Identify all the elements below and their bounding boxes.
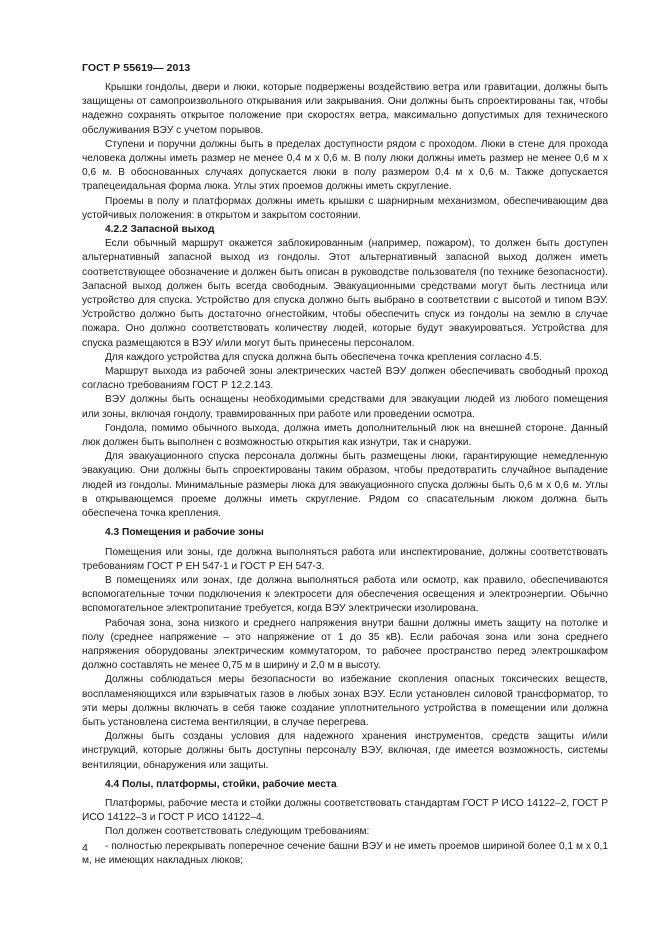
paragraph: В помещениях или зонах, где должна выполняться работа или осмотр, как правило, обеспечиваются вспомогательные точки подключения к электросети для обеспечения освещения и электроэнергии. Обычно вспомогательное электропитание требуется, когда ВЭУ электрически изолирована. <box>82 574 608 615</box>
paragraph: Рабочая зона, зона низкого и среднего напряжения внутри башни должны иметь защиту на потолке и полу (среднее напряжение – это напряжение от 1 до 35 кВ). Если рабочая зона или зона среднего напряжения оборудованы электрическим коммутатором, то рабочее пространство перед электрошкафом должно составлять не менее 0,75 м в ширину и 2,0 м в высоту. <box>82 617 608 672</box>
paragraph: Для каждого устройства для спуска должна быть обеспечена точка крепления согласно 4.5. <box>105 351 542 363</box>
document-body <box>82 81 608 868</box>
paragraph: Пол должен соответствовать следующим требованиям: <box>105 826 370 838</box>
paragraph: Маршрут выхода из рабочей зоны электрических частей ВЭУ должен обеспечивать свободный проход согласно требованиям ГОСТ Р 12.2.143. <box>82 366 608 392</box>
paragraph: Должны соблюдаться меры безопасности во избежание скопления опасных токсических веществ, воспламеняющихся или взрывчатых газов в любых зонах ВЭУ. Если установлен силовой трансформатор, то эти меры должны включать в себя также создание уплотнительного устройства в помещении или должна быть установлена система вентиляции, в случае перегрева. <box>82 674 608 728</box>
paragraph: Помещения или зоны, где должна выполняться работа или инспектирование, должны соответствовать требованиям ГОСТ Р ЕН 547-1 и ГОСТ Р ЕН 547-3. <box>82 546 608 572</box>
section-heading-4-2-2: 4.2.2 Запасной выход <box>105 224 215 236</box>
paragraph: Крышки гондолы, двери и люки, которые подвержены воздействию ветра или гравитации, должны быть защищены от самопроизвольного открывания или закрывания. Они должны быть спроектированы так, чтобы надежно сохранять открытое положение при скоростях ветра, максимально допустимых для технического обслуживания ВЭУ с учетом порывов. <box>82 82 608 136</box>
paragraph: Для эвакуационного спуска персонала должны быть размещены люки, гарантирующие немедленную эвакуацию. Они должны быть спроектированы таким образом, чтобы предотвратить случайное выпадение людей из гондолы. Минимальные размеры люка для эвакуационного спуска должны быть 0,6 м х 0,6 м. Углы в открывающемся проеме должны иметь скругление. Рядом со спасательным люком должна быть обеспечена точка крепления. <box>82 451 608 520</box>
document-header: ГОСТ Р 55619— 2013 <box>82 62 191 74</box>
paragraph: Ступени и поручни должны быть в пределах доступности рядом с проходом. Люки в стене для прохода человека должны иметь размер не менее 0,4 м х 0,6 м. В полу люки должны иметь размер не менее 0,6 м х 0,6 м. В обоснованных случаях допускается люки в полу размером 0,4 м х 0,6 м. Также допускается трапецеидальная форма люка. Углы этих проемов должны иметь скругление. <box>82 138 608 193</box>
paragraph: Платформы, рабочие места и стойки должны соответствовать стандартам ГОСТ Р ИСО 14122–2, ГОСТ Р ИСО 14122–3 и ГОСТ Р ИСО 14122–4. <box>82 797 608 824</box>
paragraph: Должны быть созданы условия для надежного хранения инструментов, средств защиты и/или инструкций, которые должны быть доступны персоналу ВЭУ, включая, где имеется возможность, системы вентиляции, обнаружения или защиты. <box>82 731 608 771</box>
section-heading-4-3: 4.3 Помещения и рабочие зоны <box>105 527 264 539</box>
page-number: 4 <box>82 842 88 854</box>
paragraph: Гондола, помимо обычного выхода, должна иметь дополнительный люк на внешней стороне. Данный люк должен быть выполнен с возможностью открытия как изнутри, так и снаружи. <box>82 422 608 449</box>
paragraph: Если обычный маршрут окажется заблокированным (например, пожаром), то должен быть доступен альтернативный запасной выход из гондолы. Этот альтернативный запасной выход должен иметь соответствующее обозначение и должен быть описан в руководстве пользователя (по технике безопасности). Запасной выход должен быть всегда свободным. Эвакуационными средствами могут быть лестница или устройство для спуска. Устройство для спуска должно быть выбрано в соответствии с высотой и типом ВЭУ. Устройство должно быть достаточно огнестойким, чтобы обеспечить спуск из гондолы на землю в случае пожара. Оно должно соответствовать количеству людей, которые будут эвакуироваться. Устройства для спуска размещаются в ВЭУ и/или могут быть принесены персоналом. <box>82 238 608 349</box>
paragraph: Проемы в полу и платформах должны иметь крышки с шарнирным механизмом, обеспечивающим два устойчивых положения: в открытом и закрытом состоянии. <box>82 195 608 221</box>
list-item: - полностью перекрывать поперечное сечение башни ВЭУ и не иметь проемов шириной более 0,1 м х 0,1 м, не имеющих накладных люков; <box>82 840 608 866</box>
section-heading-4-4: 4.4 Полы, платформы, стойки, рабочие места <box>105 778 337 790</box>
paragraph: ВЭУ должны быть оснащены необходимыми средствами для эвакуации людей из любого помещения или зоны, включая гондолу, травмированных при работе или проведении осмотра. <box>82 394 608 420</box>
